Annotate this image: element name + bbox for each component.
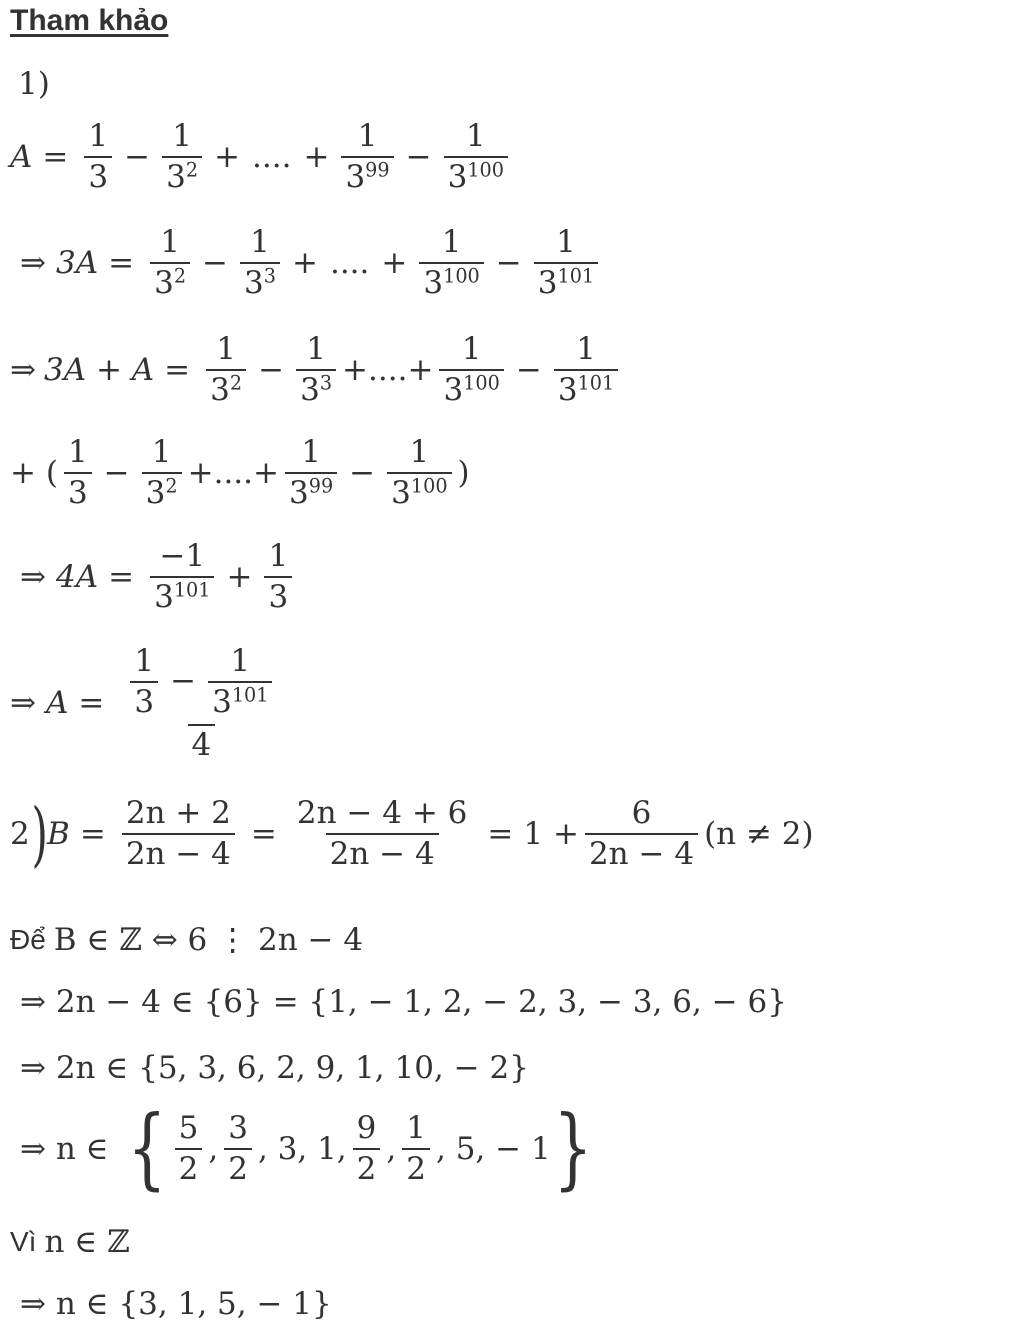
fraction: $\frac{5}{2}$ — [175, 1112, 203, 1185]
final-answer: ⇒ n ∈ {3, 1, 5, − 1} — [20, 1286, 332, 1322]
heading: Tham khảo — [10, 4, 169, 37]
paren-glyph: ) — [31, 792, 48, 875]
equation-3A-plus-A: ⇒ 3A + A = $\frac{1}{3^2}$ − $\frac{1}{3^3}$ + .... + $\frac{1}{3^{100}}$ − $\frac{1}{3^{101}}$ — [10, 333, 624, 406]
brace-glyph: { — [127, 1096, 167, 1200]
fraction: $\frac{1}{3^3}$ — [240, 226, 280, 299]
fraction: $\frac{1}{2}$ — [402, 1112, 430, 1185]
fraction: $\frac{1}{3^{101}}$ — [534, 226, 598, 299]
fraction: $\frac{1}{3^{99}}$ — [285, 436, 337, 509]
fraction: $\frac{1}{3^{101}}$ — [554, 333, 618, 406]
equation-3A: ⇒ 3A = $\frac{1}{3^2}$ − $\frac{1}{3^3}$ + .... + $\frac{1}{3^{100}}$ − $\frac{1}{3^{101}}$ — [20, 226, 604, 299]
condition-line: Để B ∈ ℤ ⇔ 6 ⋮ 2n − 4 — [10, 922, 364, 958]
fraction: $\frac{2n + 2}{2n - 4}$ — [122, 797, 235, 870]
equation-A: A = $\frac{1}{3}$ − $\frac{1}{3^2}$ + .... + $\frac{1}{3^{99}}$ − $\frac{1}{3^{100}}$ — [10, 120, 514, 193]
fraction: $\frac{1}{3}$ — [64, 436, 92, 509]
fraction: $\frac{1}{3^2}$ — [206, 333, 246, 406]
fraction: $\frac{1}{3^{100}}$ — [444, 120, 508, 193]
fraction: $\frac{1}{3}$ — [130, 645, 158, 718]
step-1: ⇒ 2n − 4 ∈ {6} = {1, − 1, 2, − 2, 3, − 3, 6, − 6} — [20, 984, 787, 1020]
equation-plus-A: + ( $\frac{1}{3}$ − $\frac{1}{3^2}$ + .... + $\frac{1}{3^{99}}$ − $\frac{1}{3^{100}}$ ) — [10, 434, 470, 511]
fraction: $\frac{1}{3}$ — [84, 120, 112, 193]
fraction: $\frac{3}{2}$ — [224, 1112, 252, 1185]
equation-4A: ⇒ 4A = $\frac{-1}{3^{101}}$ + $\frac{1}{3}$ — [20, 540, 298, 613]
fraction: $\frac{1}{3^2}$ — [150, 226, 190, 299]
fraction: $\frac{6}{2n - 4}$ — [585, 797, 698, 870]
fraction: $\frac{1}{3^{100}}$ — [387, 436, 451, 509]
fraction: $\frac{1}{3^{101}}$ — [208, 645, 272, 718]
step-2: ⇒ 2n ∈ {5, 3, 6, 2, 9, 1, 10, − 2} — [20, 1050, 529, 1086]
fraction: $\frac{1}{3^3}$ — [296, 333, 336, 406]
step-3: ⇒ n ∈ { $\frac{5}{2}$ , $\frac{3}{2}$ , 3, 1, $\frac{9}{2}$ , $\frac{1}{2}$ , 5, − 1 } — [20, 1096, 593, 1200]
fraction: $\frac{1}{3^2}$ — [142, 436, 182, 509]
fraction: $\frac{2n - 4 + 6}{2n - 4}$ — [296, 795, 468, 872]
fraction: $\frac{-1}{3^{101}}$ — [150, 540, 214, 613]
fraction: $\frac{1}{3}$ — [264, 540, 292, 613]
compound-fraction: $\frac{1}{3}$ − $\frac{1}{3^{101}}$ 4 — [120, 645, 282, 762]
brace-glyph: } — [553, 1096, 593, 1200]
part1-label: 1) — [18, 66, 50, 102]
fraction: $\frac{9}{2}$ — [353, 1112, 381, 1185]
because-line: Vì n ∈ ℤ — [10, 1224, 130, 1260]
fraction: $\frac{1}{3^2}$ — [162, 120, 202, 193]
fraction: $\frac{1}{3^{100}}$ — [439, 333, 503, 406]
equation-B: 2 ) B = $\frac{2n + 2}{2n - 4}$ = $\frac{2n - 4 + 6}{2n - 4}$ = 1 + $\frac{6}{2n - 4}$ (n ≠ 2) — [10, 792, 814, 875]
equation-A-result: ⇒ A = $\frac{1}{3}$ − $\frac{1}{3^{101}}$ 4 — [10, 645, 288, 762]
fraction: $\frac{1}{3^{99}}$ — [341, 120, 393, 193]
fraction: $\frac{1}{3^{100}}$ — [419, 226, 483, 299]
